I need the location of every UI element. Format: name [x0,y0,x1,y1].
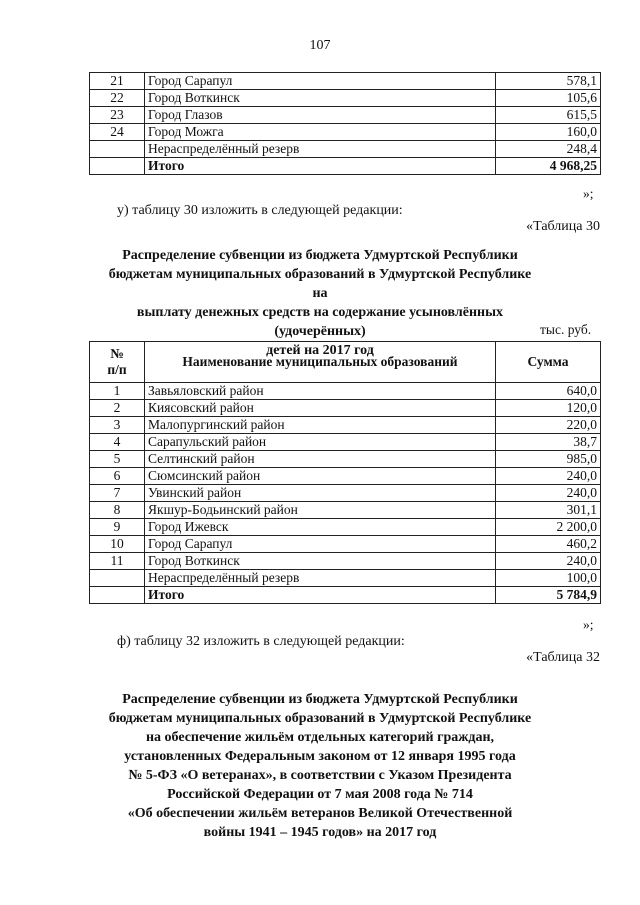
heading-32-line: «Об обеспечении жильём ветеранов Великой Отечественной [127,806,513,821]
row-sum: 105,6 [496,90,601,107]
table-row [90,417,601,434]
row-sum: 160,0 [496,124,601,141]
row-num: 7 [90,485,145,502]
heading-30-line: Распределение субвенции из бюджета Удмуртской Республики [122,248,518,263]
table-row [90,90,601,107]
row-sum: 578,1 [496,73,601,90]
total-label: Итого [145,158,496,175]
total-row [90,158,601,175]
heading-32-line: Российской Федерации от 7 мая 2008 года № 714 [167,787,473,802]
row-num: 11 [90,553,145,570]
header-sum: Сумма [496,342,601,383]
row-num: 4 [90,434,145,451]
header-name: Наименование муниципальных образований [145,342,496,383]
row-name: Малопургинский район [145,417,496,434]
total-num-cell [90,158,145,175]
row-sum: 240,0 [496,485,601,502]
row-sum: 460,2 [496,536,601,553]
row-num: 10 [90,536,145,553]
paragraph-u: у) таблицу 30 изложить в следующей редакции: [117,203,403,218]
row-name: Город Воткинск [145,90,496,107]
row-sum: 301,1 [496,502,601,519]
table-row [90,434,601,451]
table-row [90,553,601,570]
heading-32-line: войны 1941 – 1945 годов» на 2017 год [203,825,437,840]
row-num: 8 [90,502,145,519]
header-num-line2: п/п [107,362,127,377]
table-row [90,141,601,158]
table-32-heading [100,690,540,842]
total-sum: 4 968,25 [496,158,601,175]
header-num [90,342,145,383]
row-sum: 2 200,0 [496,519,601,536]
table-previous-continuation [89,72,601,175]
total-sum: 5 784,9 [496,587,601,604]
heading-30-line: бюджетам муниципальных образований в Удмуртской Республике на [108,267,532,301]
row-name: Завьяловский район [145,383,496,400]
row-num: 23 [90,107,145,124]
table-row [90,124,601,141]
row-num [90,570,145,587]
table-row [90,519,601,536]
table-30 [89,341,601,604]
row-name: Сюмсинский район [145,468,496,485]
header-num-line1: № [110,346,124,361]
table-row [90,485,601,502]
row-num: 6 [90,468,145,485]
row-name: Киясовский район [145,400,496,417]
row-num: 1 [90,383,145,400]
closing-quote-30: »; [583,617,594,632]
row-sum: 615,5 [496,107,601,124]
row-name: Город Сарапул [145,73,496,90]
row-sum: 100,0 [496,570,601,587]
closing-quote-prev: »; [583,186,594,201]
row-num: 2 [90,400,145,417]
row-name: Якшур-Бодьинский район [145,502,496,519]
row-num: 3 [90,417,145,434]
table-30-caption: «Таблица 30 [526,219,600,234]
heading-30-line: выплату денежных средств на содержание усыновлённых (удочерённых) [136,305,504,339]
total-num-cell [90,587,145,604]
row-name: Нераспределённый резерв [145,570,496,587]
row-sum: 120,0 [496,400,601,417]
table-row [90,536,601,553]
heading-32-line: № 5-ФЗ «О ветеранах», в соответствии с Указом Президента [128,768,512,783]
row-sum: 985,0 [496,451,601,468]
row-name: Город Можга [145,124,496,141]
page-number: 107 [309,38,331,53]
row-name: Селтинский район [145,451,496,468]
row-num: 9 [90,519,145,536]
table-header-row [90,342,601,383]
row-sum: 240,0 [496,553,601,570]
row-sum: 220,0 [496,417,601,434]
row-name: Нераспределённый резерв [145,141,496,158]
heading-32-line: на обеспечение жильём отдельных категорий граждан, [145,730,495,745]
heading-30-line: детей на 2017 год [266,343,374,358]
table-row [90,451,601,468]
total-label: Итого [145,587,496,604]
table-row [90,73,601,90]
row-sum: 248,4 [496,141,601,158]
heading-32-line: Распределение субвенции из бюджета Удмуртской Республики [122,692,518,707]
row-num: 5 [90,451,145,468]
row-num: 22 [90,90,145,107]
row-sum: 240,0 [496,468,601,485]
table-row [90,468,601,485]
row-sum: 38,7 [496,434,601,451]
total-row [90,587,601,604]
row-name: Город Глазов [145,107,496,124]
row-name: Город Сарапул [145,536,496,553]
table-32-caption: «Таблица 32 [526,650,600,665]
heading-32-line: установленных Федеральным законом от 12 января 1995 года [124,749,516,764]
table-row [90,383,601,400]
row-name: Сарапульский район [145,434,496,451]
row-name: Город Воткинск [145,553,496,570]
row-num: 24 [90,124,145,141]
row-num: 21 [90,73,145,90]
table-row [90,400,601,417]
table-row [90,107,601,124]
row-name: Увинский район [145,485,496,502]
table-row [90,570,601,587]
paragraph-f: ф) таблицу 32 изложить в следующей редакции: [117,634,405,649]
row-sum: 640,0 [496,383,601,400]
row-name: Город Ижевск [145,519,496,536]
unit-label: тыс. руб. [540,322,592,337]
row-num [90,141,145,158]
table-row [90,502,601,519]
heading-32-line: бюджетам муниципальных образований в Удмуртской Республике [108,711,532,726]
